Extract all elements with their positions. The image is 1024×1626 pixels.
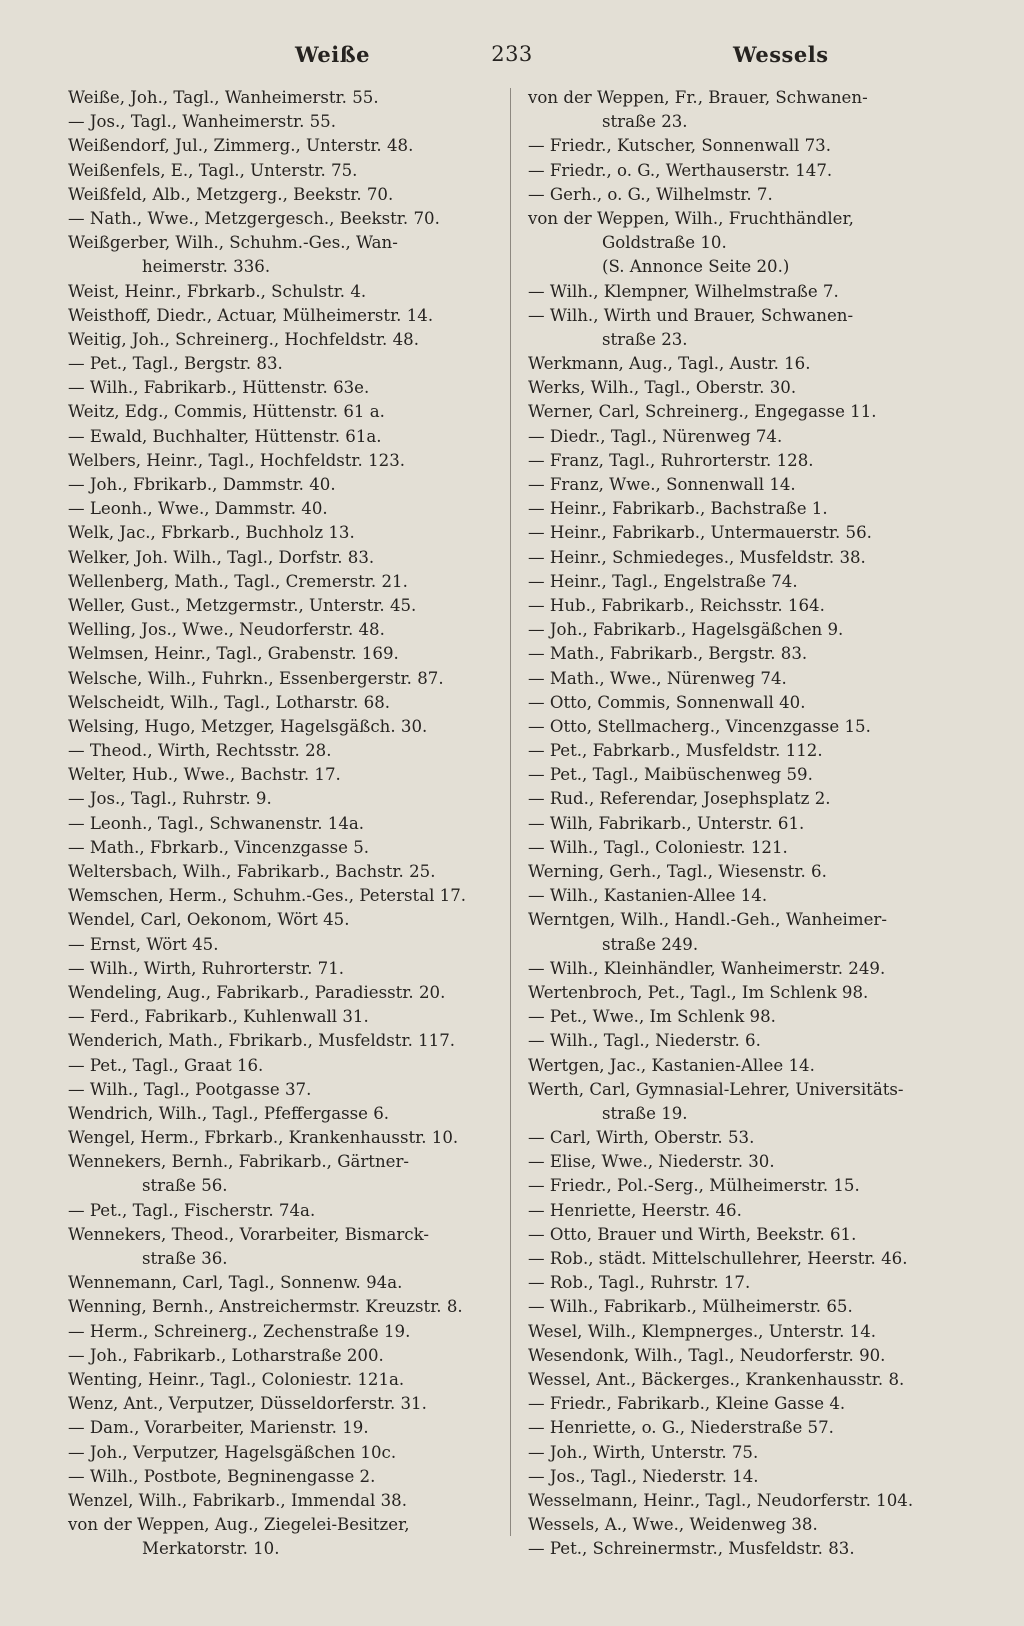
directory-entry: — Rob., Tagl., Ruhrstr. 17. <box>528 1273 751 1293</box>
directory-entry: — Wilh., Postbote, Begninengasse 2. <box>68 1466 376 1486</box>
directory-entry: von der Weppen, Wilh., Fruchthändler, <box>528 208 854 228</box>
directory-entry: — Joh., Fabrikarb., Hagelsgäßchen 9. <box>528 620 844 640</box>
directory-entry: Weißendorf, Jul., Zimmerg., Unterstr. 48. <box>68 136 414 156</box>
directory-entry: — Carl, Wirth, Oberstr. 53. <box>528 1128 755 1148</box>
directory-entry: Weltersbach, Wilh., Fabrikarb., Bachstr. 25. <box>68 862 436 881</box>
directory-entry: Werning, Gerh., Tagl., Wiesenstr. 6. <box>528 862 827 881</box>
directory-entry: Weist, Heinr., Fbrkarb., Schulstr. 4. <box>68 281 367 301</box>
directory-entry: von der Weppen, Fr., Brauer, Schwanen- <box>528 88 868 107</box>
directory-entry: — Dam., Vorarbeiter, Marienstr. 19. <box>68 1418 369 1438</box>
directory-entry: — Pet., Tagl., Graat 16. <box>68 1055 264 1075</box>
directory-entry: Wessels, A., Wwe., Weidenweg 38. <box>528 1515 818 1535</box>
directory-entry: Wenning, Bernh., Anstreichermstr. Kreuzstr. 8. <box>68 1297 463 1317</box>
directory-entry: — Diedr., Tagl., Nürenweg 74. <box>528 426 783 446</box>
directory-entry: — Wilh, Fabrikarb., Unterstr. 61. <box>528 813 805 833</box>
directory-entry: — Wilh., Klempner, Wilhelmstraße 7. <box>528 281 839 301</box>
directory-entry: Welling, Jos., Wwe., Neudorferstr. 48. <box>68 620 385 640</box>
directory-entry: von der Weppen, Aug., Ziegelei-Besitzer, <box>68 1515 410 1535</box>
directory-entry: — Friedr., Fabrikarb., Kleine Gasse 4. <box>528 1394 846 1414</box>
page-header <box>70 42 954 78</box>
directory-entry: — Franz, Tagl., Ruhrorterstr. 128. <box>528 450 814 470</box>
directory-entry: Wendrich, Wilh., Tagl., Pfeffergasse 6. <box>68 1103 390 1123</box>
directory-entry: Wendeling, Aug., Fabrikarb., Paradiesstr. 20. <box>68 982 446 1002</box>
directory-entry: Welbers, Heinr., Tagl., Hochfeldstr. 123. <box>68 450 406 470</box>
page-number: 233 <box>491 42 533 66</box>
header-last-entry: Wessels <box>733 42 829 67</box>
directory-entry: — Heinr., Fabrikarb., Bachstraße 1. <box>528 499 828 519</box>
directory-entry: — Wilh., Wirth, Ruhrorterstr. 71. <box>68 958 345 978</box>
directory-entry: — Joh., Fbrikarb., Dammstr. 40. <box>68 475 336 494</box>
directory-entry: — Ernst, Wört 45. <box>68 934 219 954</box>
directory-entry: — Pet., Wwe., Im Schlenk 98. <box>528 1007 776 1027</box>
directory-entry: Wennekers, Bernh., Fabrikarb., Gärtner- <box>68 1152 409 1172</box>
directory-entry: — Gerh., o. G., Wilhelmstr. 7. <box>528 184 773 204</box>
directory-entry: — Wilh., Wirth und Brauer, Schwanen- <box>528 305 854 325</box>
directory-entry: — Math., Wwe., Nürenweg 74. <box>528 668 787 688</box>
directory-entry: — Franz, Wwe., Sonnenwall 14. <box>528 475 796 494</box>
directory-entry: — Math., Fbrkarb., Vincenzgasse 5. <box>68 837 370 857</box>
directory-entry: — Heinr., Fabrikarb., Untermauerstr. 56. <box>528 523 872 543</box>
directory-entry: Weller, Gust., Metzgermstr., Unterstr. 45. <box>68 595 417 615</box>
entry-continuation: straße 249. <box>602 934 699 954</box>
directory-entry: — Henriette, Heerstr. 46. <box>528 1200 742 1220</box>
directory-entry: — Pet., Tagl., Maibüschenweg 59. <box>528 765 813 785</box>
directory-entry: — Leonh., Wwe., Dammstr. 40. <box>68 499 328 519</box>
directory-entry: Welscheidt, Wilh., Tagl., Lotharstr. 68. <box>68 692 391 712</box>
directory-entry: Werner, Carl, Schreinerg., Engegasse 11. <box>528 402 877 422</box>
directory-entry: — Wilh., Fabrikarb., Mülheimerstr. 65. <box>528 1297 853 1317</box>
directory-entry: — Otto, Stellmacherg., Vincenzgasse 15. <box>528 716 871 736</box>
directory-entry: Wenz, Ant., Verputzer, Düsseldorferstr. 31. <box>68 1394 427 1414</box>
directory-entry: — Jos., Tagl., Niederstr. 14. <box>528 1466 759 1486</box>
directory-entry: — Henriette, o. G., Niederstraße 57. <box>528 1418 834 1438</box>
directory-entry: — Otto, Brauer und Wirth, Beekstr. 61. <box>528 1224 857 1244</box>
directory-entry: — Otto, Commis, Sonnenwall 40. <box>528 692 806 712</box>
directory-entry: Wertgen, Jac., Kastanien-Allee 14. <box>528 1055 815 1075</box>
directory-entry: — Pet., Tagl., Fischerstr. 74a. <box>68 1200 316 1220</box>
directory-entry: Wessel, Ant., Bäckerges., Krankenhausstr. 8. <box>528 1369 905 1389</box>
directory-entry: — Wilh., Kleinhändler, Wanheimerstr. 249. <box>528 958 886 978</box>
directory-entry: — Wilh., Fabrikarb., Hüttenstr. 63e. <box>68 378 370 398</box>
directory-entry: Wengel, Herm., Fbrkarb., Krankenhausstr. 10. <box>68 1128 459 1148</box>
directory-entry: — Heinr., Schmiedeges., Musfeldstr. 38. <box>528 547 866 567</box>
directory-entry: — Friedr., o. G., Werthauserstr. 147. <box>528 160 833 180</box>
entry-continuation: heimerstr. 336. <box>142 257 271 277</box>
directory-entry: — Leonh., Tagl., Schwanenstr. 14a. <box>68 813 365 833</box>
entry-continuation: straße 19. <box>602 1103 688 1123</box>
left-column <box>68 86 498 1561</box>
directory-entry: Wendel, Carl, Oekonom, Wört 45. <box>68 910 350 930</box>
directory-entry: Wesselmann, Heinr., Tagl., Neudorferstr. 104. <box>528 1490 914 1510</box>
directory-entry: Wenting, Heinr., Tagl., Coloniestr. 121a. <box>68 1369 405 1389</box>
entry-continuation: (S. Annonce Seite 20.) <box>602 257 790 277</box>
right-column <box>528 86 956 1561</box>
directory-entry: — Joh., Wirth, Unterstr. 75. <box>528 1442 759 1462</box>
directory-entry: — Wilh., Tagl., Coloniestr. 121. <box>528 837 788 857</box>
directory-entry: — Hub., Fabrikarb., Reichsstr. 164. <box>528 595 825 615</box>
directory-entry: — Jos., Tagl., Wanheimerstr. 55. <box>68 112 337 132</box>
directory-entry: — Herm., Schreinerg., Zechenstraße 19. <box>68 1321 411 1341</box>
directory-entry: — Rud., Referendar, Josephsplatz 2. <box>528 789 831 809</box>
directory-entry: Weitz, Edg., Commis, Hüttenstr. 61 a. <box>68 402 385 422</box>
directory-entry: Wemschen, Herm., Schuhm.-Ges., Peterstal 17. <box>68 886 467 906</box>
directory-entry: Weiße, Joh., Tagl., Wanheimerstr. 55. <box>68 88 379 107</box>
directory-entry: — Ewald, Buchhalter, Hüttenstr. 61a. <box>68 426 382 446</box>
directory-entry: — Friedr., Kutscher, Sonnenwall 73. <box>528 136 831 156</box>
directory-entry: Weißfeld, Alb., Metzgerg., Beekstr. 70. <box>68 184 394 204</box>
directory-entry: Werntgen, Wilh., Handl.-Geh., Wanheimer- <box>528 910 887 930</box>
directory-entry: — Math., Fabrikarb., Bergstr. 83. <box>528 644 808 664</box>
directory-entry: Weißenfels, E., Tagl., Unterstr. 75. <box>68 160 358 180</box>
directory-entry: Wesendonk, Wilh., Tagl., Neudorferstr. 90. <box>528 1345 886 1365</box>
directory-entry: Wesel, Wilh., Klempnerges., Unterstr. 14. <box>528 1321 877 1341</box>
entry-continuation: straße 56. <box>142 1176 228 1196</box>
column-divider <box>510 88 511 1536</box>
directory-entry: Wennemann, Carl, Tagl., Sonnenw. 94a. <box>68 1273 403 1293</box>
directory-entry: Welsing, Hugo, Metzger, Hagelsgäßch. 30. <box>68 716 428 736</box>
directory-entry: — Wilh., Kastanien-Allee 14. <box>528 886 768 906</box>
directory-entry: — Heinr., Tagl., Engelstraße 74. <box>528 571 798 591</box>
directory-entry: Weitig, Joh., Schreinerg., Hochfeldstr. 48. <box>68 329 419 349</box>
directory-entry: — Pet., Fabrkarb., Musfeldstr. 112. <box>528 741 823 761</box>
directory-entry: — Joh., Fabrikarb., Lotharstraße 200. <box>68 1345 384 1365</box>
directory-entry: Weisthoff, Diedr., Actuar, Mülheimerstr. 14. <box>68 305 434 325</box>
directory-entry: — Pet., Tagl., Bergstr. 83. <box>68 354 283 374</box>
directory-entry: — Jos., Tagl., Ruhrstr. 9. <box>68 789 272 809</box>
directory-entry: Welmsen, Heinr., Tagl., Grabenstr. 169. <box>68 644 399 664</box>
directory-entry: Welk, Jac., Fbrkarb., Buchholz 13. <box>68 523 355 543</box>
directory-entry: Werkmann, Aug., Tagl., Austr. 16. <box>528 354 811 374</box>
directory-entry: — Ferd., Fabrikarb., Kuhlenwall 31. <box>68 1007 369 1027</box>
header-first-entry: Weiße <box>295 42 371 67</box>
directory-entry: Welker, Joh. Wilh., Tagl., Dorfstr. 83. <box>68 547 375 567</box>
directory-entry: — Elise, Wwe., Niederstr. 30. <box>528 1152 775 1172</box>
directory-entry: Weißgerber, Wilh., Schuhm.-Ges., Wan- <box>68 233 398 253</box>
directory-entry: Wennekers, Theod., Vorarbeiter, Bismarck- <box>68 1224 429 1244</box>
directory-entry: Werth, Carl, Gymnasial-Lehrer, Universitäts- <box>528 1079 904 1099</box>
entry-continuation: straße 23. <box>602 329 688 349</box>
entry-continuation: Merkatorstr. 10. <box>142 1539 280 1559</box>
directory-entry: — Wilh., Tagl., Niederstr. 6. <box>528 1031 761 1051</box>
directory-entry: — Pet., Schreinermstr., Musfeldstr. 83. <box>528 1539 855 1559</box>
directory-entry: Wenderich, Math., Fbrikarb., Musfeldstr. 117. <box>68 1031 456 1051</box>
directory-entry: Werks, Wilh., Tagl., Oberstr. 30. <box>528 378 797 398</box>
directory-entry: Welter, Hub., Wwe., Bachstr. 17. <box>68 765 341 785</box>
directory-entry: — Friedr., Pol.-Serg., Mülheimerstr. 15. <box>528 1176 860 1196</box>
directory-entry: Wenzel, Wilh., Fabrikarb., Immendal 38. <box>68 1490 408 1510</box>
directory-entry: — Theod., Wirth, Rechtsstr. 28. <box>68 741 332 761</box>
directory-entry: Wertenbroch, Pet., Tagl., Im Schlenk 98. <box>528 982 869 1002</box>
entry-continuation: Goldstraße 10. <box>602 233 727 253</box>
directory-entry: Welsche, Wilh., Fuhrkn., Essenbergerstr. 87. <box>68 668 444 688</box>
directory-entry: — Joh., Verputzer, Hagelsgäßchen 10c. <box>68 1442 397 1462</box>
directory-entry: — Wilh., Tagl., Pootgasse 37. <box>68 1079 312 1099</box>
directory-entry: Wellenberg, Math., Tagl., Cremerstr. 21. <box>68 571 408 591</box>
entry-continuation: straße 23. <box>602 112 688 132</box>
directory-entry: — Rob., städt. Mittelschullehrer, Heerstr. 46. <box>528 1249 908 1268</box>
directory-entry: — Nath., Wwe., Metzgergesch., Beekstr. 70. <box>68 208 440 228</box>
entry-continuation: straße 36. <box>142 1249 228 1268</box>
